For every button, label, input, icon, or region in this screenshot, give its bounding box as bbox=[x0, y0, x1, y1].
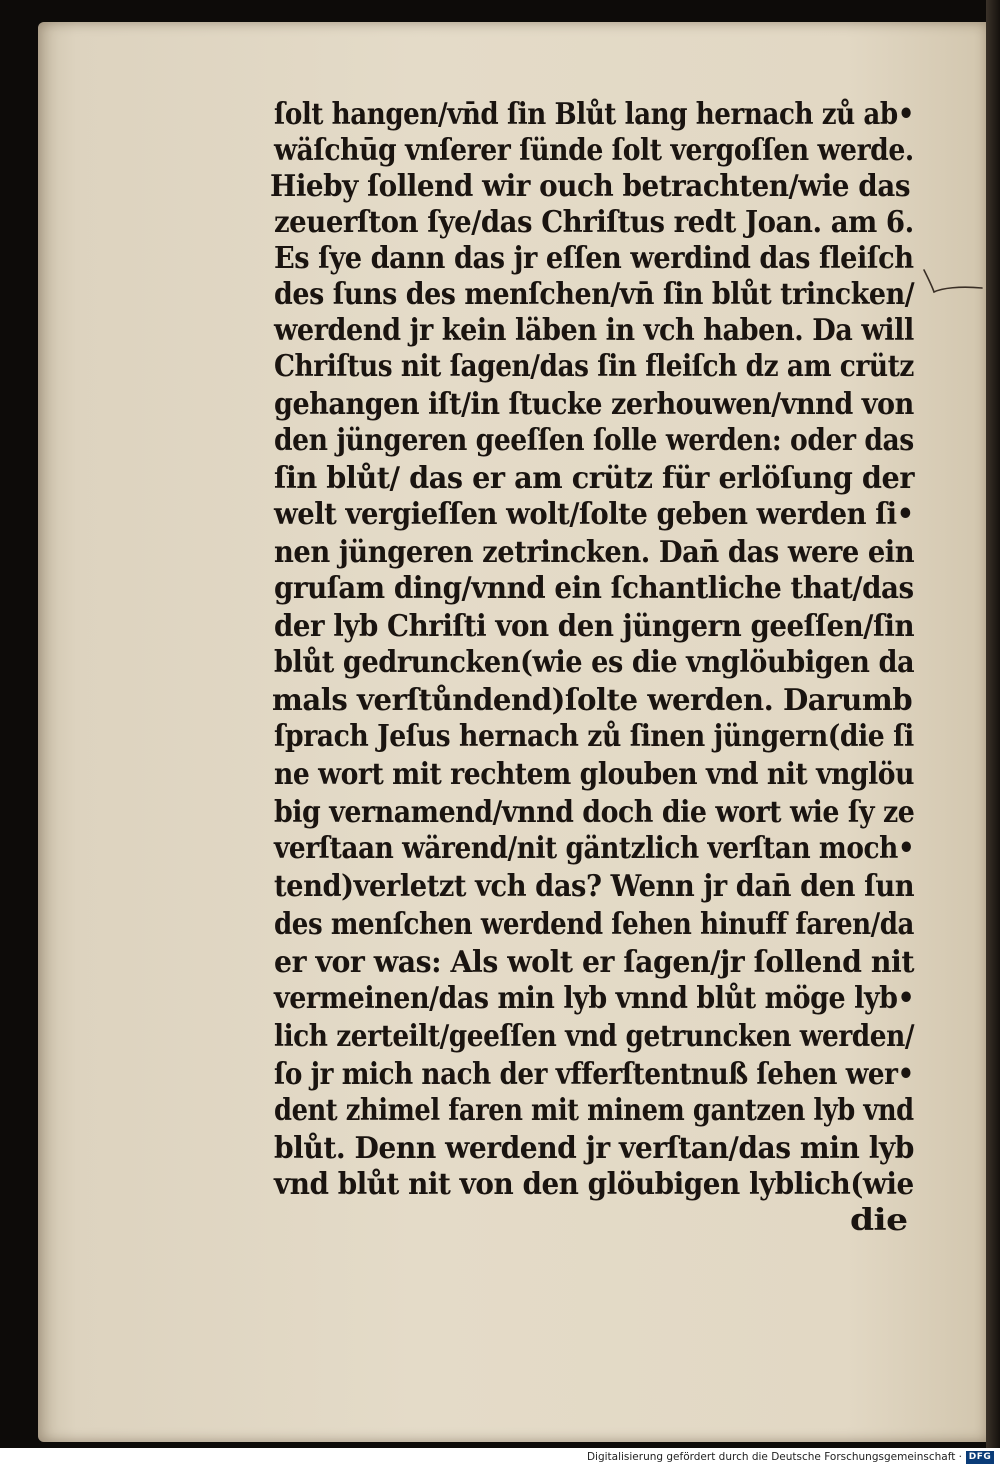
text-line: er vor was: Als wolt er ſagen/jr ſollend nit bbox=[274, 945, 914, 980]
text-line: den jüngeren geeſſen ſolle werden: oder das bbox=[274, 423, 914, 458]
text-line: blůt gedruncken(wie es die vnglöubigen da bbox=[274, 645, 915, 680]
text-line: des menſchen werdend ſehen hinuff faren/da bbox=[274, 907, 915, 942]
text-line: der lyb Chriſti von den jüngern geeſſen/ſin bbox=[274, 609, 915, 644]
text-line: gruſam ding/vnnd ein ſchantliche that/das bbox=[274, 571, 914, 606]
text-line: des ſuns des menſchen/vn̄ ſin blůt trincken/ bbox=[274, 277, 915, 312]
text-line: ne wort mit rechtem glouben vnd nit vnglöu bbox=[274, 757, 914, 792]
text-line: Es ſye dann das jr eſſen werdind das fleiſch bbox=[274, 241, 914, 276]
text-line: verſtaan wärend/nit gäntzlich verſtan moch• bbox=[274, 831, 915, 866]
text-line: blůt. Denn werdend jr verſtan/das min lyb bbox=[274, 1131, 914, 1166]
text-line: vnd blůt nit von den glöubigen lyblich(wie bbox=[274, 1167, 914, 1202]
text-line: ſin blůt/ das er am crütz für erlöſung der bbox=[274, 461, 915, 496]
text-line: zeuerſton ſye/das Chriſtus redt Joan. am 6. bbox=[274, 205, 914, 240]
text-line: ſolt hangen/vn̄d ſin Blůt lang hernach zů ab• bbox=[274, 97, 915, 132]
text-line: welt vergieſſen wolt/ſolte geben werden ſi• bbox=[274, 497, 914, 532]
book-edge bbox=[986, 0, 1000, 1448]
handwritten-margin-mark bbox=[920, 264, 986, 300]
text-line: tend)verletzt vch das? Wenn jr dan̄ den ſun bbox=[274, 869, 915, 904]
text-line: nen jüngeren zetrincken. Dan̄ das were ein bbox=[274, 535, 915, 570]
text-line: vermeinen/das min lyb vnnd blůt möge lyb• bbox=[274, 981, 915, 1016]
catchword: die bbox=[850, 1203, 908, 1238]
text-line: wäſchūg vnſerer ſünde ſolt vergoſſen werde. bbox=[274, 133, 914, 168]
digitization-credit: Digitalisierung gefördert durch die Deutsche Forschungsgemeinschaft · bbox=[586, 1451, 962, 1463]
text-line: Hieby ſollend wir ouch betrachten/wie das bbox=[270, 169, 911, 204]
text-line: ſprach Jeſus hernach zů ſinen jüngern(die ſi bbox=[274, 719, 914, 754]
text-line: werdend jr kein läben in vch haben. Da will bbox=[274, 313, 914, 348]
dfg-logo: DFG bbox=[966, 1451, 994, 1464]
text-line: ſo jr mich nach der vfferſtentnuß ſehen wer• bbox=[274, 1057, 914, 1092]
footer-bar bbox=[0, 1448, 1000, 1468]
text-line: Chriſtus nit ſagen/das ſin fleiſch dz am crütz bbox=[274, 349, 914, 384]
text-line: mals verſtůndend)ſolte werden. Darumb bbox=[272, 683, 913, 718]
text-line: gehangen iſt/in ſtucke zerhouwen/vnnd von bbox=[274, 387, 914, 422]
text-line: big vernamend/vnnd doch die wort wie ſy ze bbox=[274, 795, 915, 830]
text-line: lich zerteilt/geeſſen vnd getruncken werden/ bbox=[274, 1019, 915, 1054]
text-line: dent zhimel faren mit minem gantzen lyb vnd bbox=[274, 1093, 914, 1128]
